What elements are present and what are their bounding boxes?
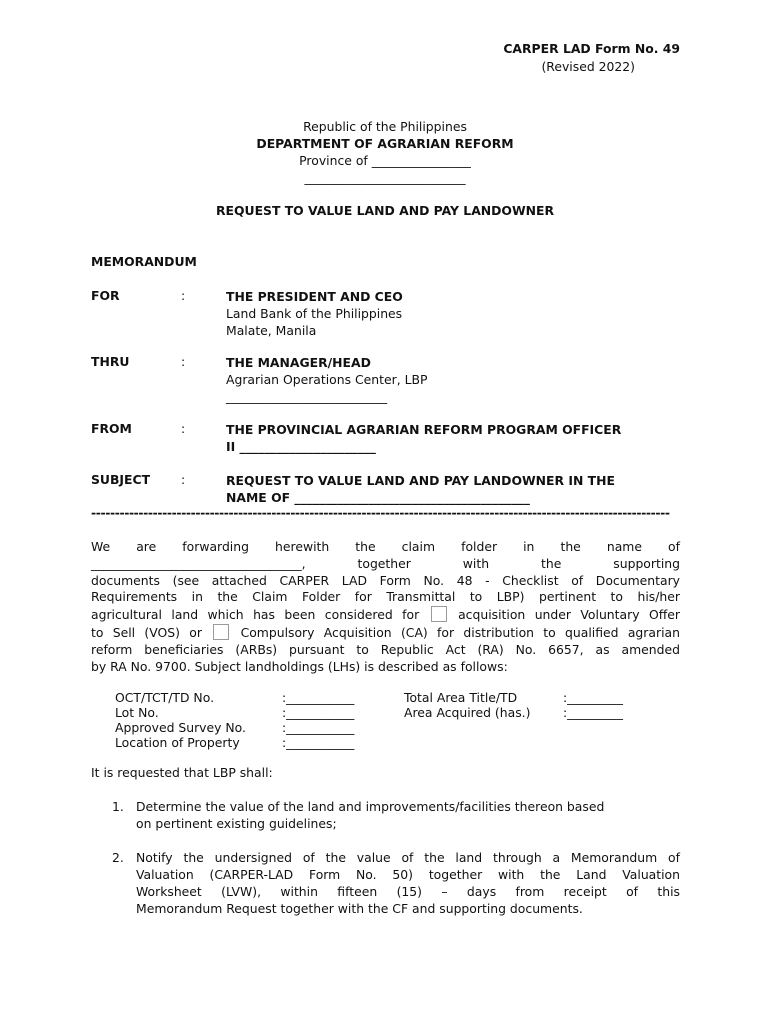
survey-label: Approved Survey No. — [115, 720, 246, 735]
subject-label: SUBJECT — [91, 472, 151, 487]
paragraph-line-6b: Compulsory Acquisition (CA) for distribution to qualified agrarian — [240, 624, 680, 640]
thru-line-2: Agrarian Operations Center, LBP — [226, 372, 428, 387]
item-2-line-4: Memorandum Request together with the CF and supporting documents. — [136, 901, 583, 916]
paragraph-line-8: by RA No. 9700. Subject landholdings (LHs) is described as follows: — [91, 658, 508, 674]
for-line-3: Malate, Manila — [226, 323, 317, 338]
item-1-line-2: on pertinent existing guidelines; — [136, 816, 337, 831]
item-2-line-1: Notify the undersigned of the value of the land through a Memorandum of — [136, 850, 680, 865]
paragraph-line-1: We are forwarding herewith the claim folder in the name of — [91, 539, 680, 554]
subject-line-2: NAME OF ______________________________________ — [226, 490, 530, 505]
paragraph-line-5 — [91, 606, 680, 624]
body-paragraph — [91, 539, 680, 675]
address-blank-line: __________________________ — [304, 170, 466, 185]
item-1-number: 1. — [112, 799, 124, 814]
oct-label: OCT/TCT/TD No. — [115, 690, 215, 705]
for-line-2: Land Bank of the Philippines — [226, 306, 403, 321]
thru-label: THRU — [91, 354, 130, 369]
area-title-value[interactable]: :_________ — [563, 690, 623, 705]
item-2-text — [136, 849, 680, 917]
item-1-text — [136, 798, 680, 832]
separator-line: -------------------------------------------------------------------------------------------------------------------------- — [91, 505, 670, 520]
paragraph-line-2: __________________________________, together with the supporting — [91, 555, 680, 571]
item-1-line-1: Determine the value of the land and improvements/facilities thereon based — [136, 799, 605, 814]
form-revision: (Revised 2022) — [541, 59, 635, 74]
form-number-block — [503, 40, 680, 76]
location-value[interactable]: :___________ — [282, 735, 355, 750]
item-2-number: 2. — [112, 850, 124, 865]
paragraph-line-6 — [91, 624, 680, 642]
oct-value[interactable]: :___________ — [282, 690, 355, 705]
area-acquired-value[interactable]: :_________ — [563, 705, 623, 720]
location-label: Location of Property — [115, 735, 240, 750]
item-2-line-2: Valuation (CARPER-LAD Form No. 50) together with the Land Valuation — [136, 867, 680, 882]
department-name: DEPARTMENT OF AGRARIAN REFORM — [256, 136, 514, 151]
thru-line-3: __________________________ — [226, 389, 388, 404]
republic-line: Republic of the Philippines — [303, 119, 467, 134]
thru-colon: : — [181, 354, 186, 369]
from-value — [226, 421, 681, 455]
paragraph-line-6a: to Sell (VOS) or — [91, 624, 202, 640]
paragraph-line-5a: agricultural land which has been considered for — [91, 607, 420, 623]
thru-value — [226, 354, 681, 405]
lot-label: Lot No. — [115, 705, 159, 720]
paragraph-line-4: Requirements in the Claim Folder for Transmittal to LBP) pertinent to his/her — [91, 589, 680, 605]
area-acquired-label: Area Acquired (has.) — [404, 705, 531, 720]
for-value — [226, 288, 681, 339]
thru-line-1: THE MANAGER/HEAD — [226, 355, 371, 370]
vos-checkbox[interactable] — [431, 606, 447, 622]
area-title-label: Total Area Title/TD — [404, 690, 518, 705]
paragraph-line-3: documents (see attached CARPER LAD Form No. 48 - Checklist of Documentary — [91, 572, 680, 588]
survey-value[interactable]: :___________ — [282, 720, 355, 735]
ca-checkbox[interactable] — [213, 624, 229, 640]
document-title: REQUEST TO VALUE LAND AND PAY LANDOWNER — [215, 203, 555, 218]
for-colon: : — [181, 288, 186, 303]
lot-value[interactable]: :___________ — [282, 705, 355, 720]
form-number: CARPER LAD Form No. 49 — [503, 41, 680, 56]
from-line-1: THE PROVINCIAL AGRARIAN REFORM PROGRAM OFFICER — [226, 422, 622, 437]
memorandum-label: MEMORANDUM — [91, 254, 197, 269]
paragraph-line-5b: acquisition under Voluntary Offer — [458, 607, 680, 623]
for-label: FOR — [91, 288, 120, 303]
from-line-2: II ______________________ — [226, 439, 376, 454]
province-line: Province of ________________ — [299, 153, 471, 168]
request-intro: It is requested that LBP shall: — [91, 765, 273, 780]
subject-line-1: REQUEST TO VALUE LAND AND PAY LANDOWNER IN THE — [226, 473, 615, 488]
for-line-1: THE PRESIDENT AND CEO — [226, 289, 403, 304]
from-label: FROM — [91, 421, 132, 436]
subject-value — [226, 472, 681, 506]
item-2-line-3: Worksheet (LVW), within fifteen (15) – days from receipt of this — [136, 884, 680, 899]
subject-colon: : — [181, 472, 186, 487]
from-colon: : — [181, 421, 186, 436]
paragraph-line-7: reform beneficiaries (ARBs) pursuant to Republic Act (RA) No. 6657, as amended — [91, 641, 680, 657]
letterhead — [0, 118, 770, 186]
